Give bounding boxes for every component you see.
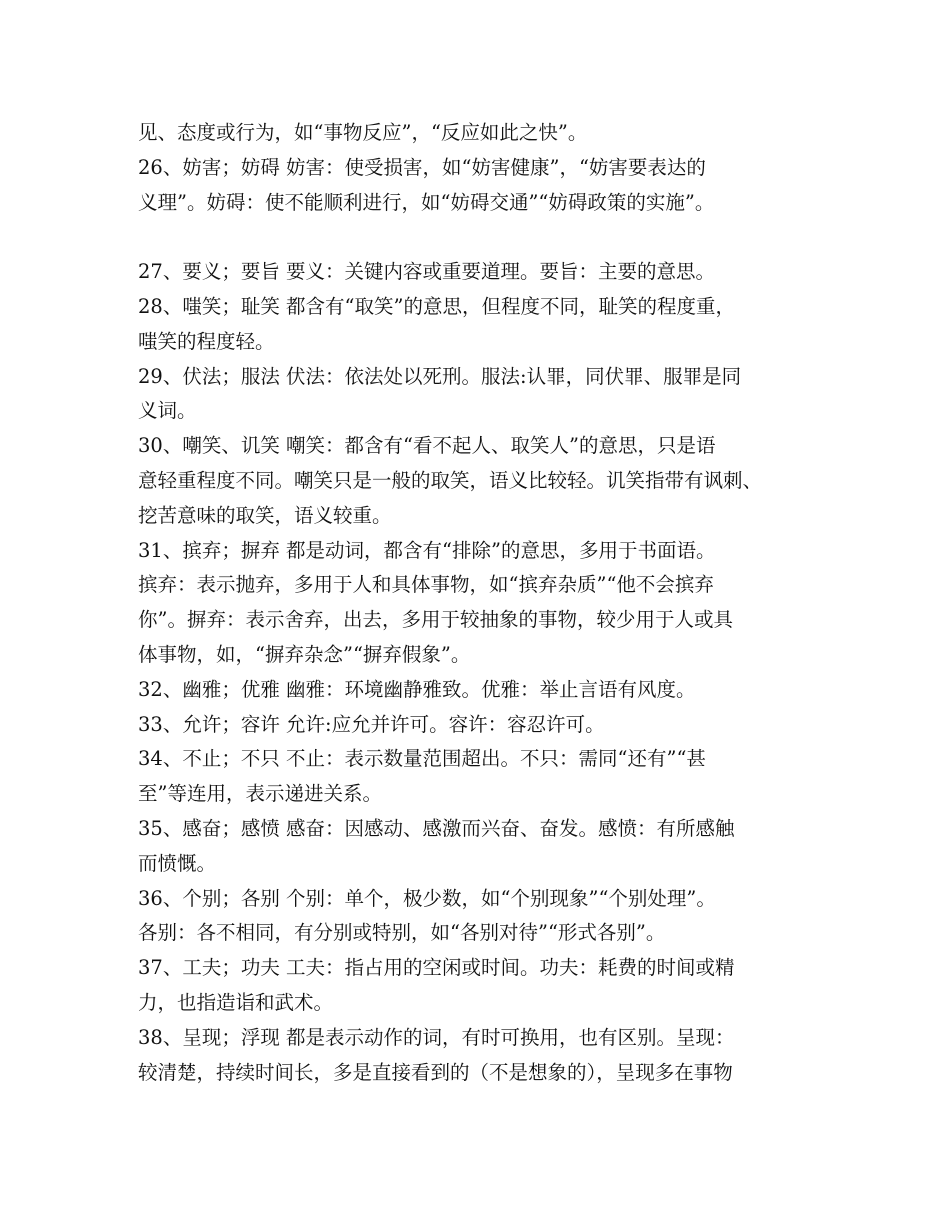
text-line: 摈弃：表示抛弃，多用于人和具体事物，如“摈弃杂质”“他不会摈弃 xyxy=(138,573,714,597)
text-line: 见、态度或行为，如“事物反应”，“反应如此之快”。 xyxy=(138,121,588,144)
text-line: 37、工夫；功夫 工夫：指占用的空闲或时间。功夫：耗费的时间或精 xyxy=(138,956,735,980)
text-line: 体事物，如，“摒弃杂念”“摒弃假象”。 xyxy=(138,642,471,666)
text-line: 义理”。妨碍：使不能顺利进行，如“妨碍交通”“妨碍政策的实施”。 xyxy=(138,190,715,214)
text-line: 28、嗤笑；耻笑 都含有“取笑”的意思，但程度不同，耻笑的程度重， xyxy=(138,294,735,318)
text-line: 34、不止；不只 不止：表示数量范围超出。不只：需同“还有”“甚 xyxy=(138,747,706,771)
text-line: 27、要义；要旨 要义：关键内容或重要道理。要旨：主要的意思。 xyxy=(138,260,716,284)
text-line: 32、幽雅；优雅 幽雅：环境幽静雅致。优雅：举止言语有风度。 xyxy=(138,677,696,701)
text-line: 36、个别；各别 个别：单个，极少数，如“个别现象”“个别处理”。 xyxy=(138,886,716,910)
text-line: 义词。 xyxy=(138,399,197,423)
text-line: 力，也指造诣和武术。 xyxy=(138,990,334,1014)
text-line: 38、呈现；浮现 都是表示动作的词，有时可换用，也有区别。呈现： xyxy=(138,1025,735,1049)
text-line: 挖苦意味的取笑，语义较重。 xyxy=(138,503,392,527)
text-line: 意轻重程度不同。嘲笑只是一般的取笑，语义比较轻。讥笑指带有讽刺、 xyxy=(138,468,763,492)
text-line: 35、感奋；感愤 感奋：因感动、感激而兴奋、奋发。感愤：有所感触 xyxy=(138,816,735,840)
text-line: 各别：各不相同，有分别或特别，如“各别对待”“形式各别”。 xyxy=(138,921,666,945)
text-line: 而愤慨。 xyxy=(138,851,217,875)
blank-line xyxy=(138,220,828,255)
text-line: 29、伏法；服法 伏法：依法处以死刑。服法:认罪，同伏罪、服罪是同 xyxy=(138,364,742,388)
text-line: 你”。摒弃：表示舍弃，出去，多用于较抽象的事物，较少用于人或具 xyxy=(138,608,733,632)
text-line: 26、妨害；妨碍 妨害：使受损害，如“妨害健康”，“妨害要表达的 xyxy=(138,155,706,179)
text-line: 30、嘲笑、讥笑 嘲笑：都含有“看不起人、取笑人”的意思，只是语 xyxy=(138,434,716,458)
document-body xyxy=(138,116,828,1090)
text-line: 较清楚，持续时间长，多是直接看到的（不是想象的），呈现多在事物 xyxy=(138,1060,733,1084)
text-line: 至”等连用，表示递进关系。 xyxy=(138,782,382,806)
text-line: 33、允许；容许 允许:应允并许可。容许：容忍许可。 xyxy=(138,712,605,736)
text-line: 31、摈弃；摒弃 都是动词，都含有“排除”的意思，多用于书面语。 xyxy=(138,538,716,562)
text-line: 嗤笑的程度轻。 xyxy=(138,329,275,353)
